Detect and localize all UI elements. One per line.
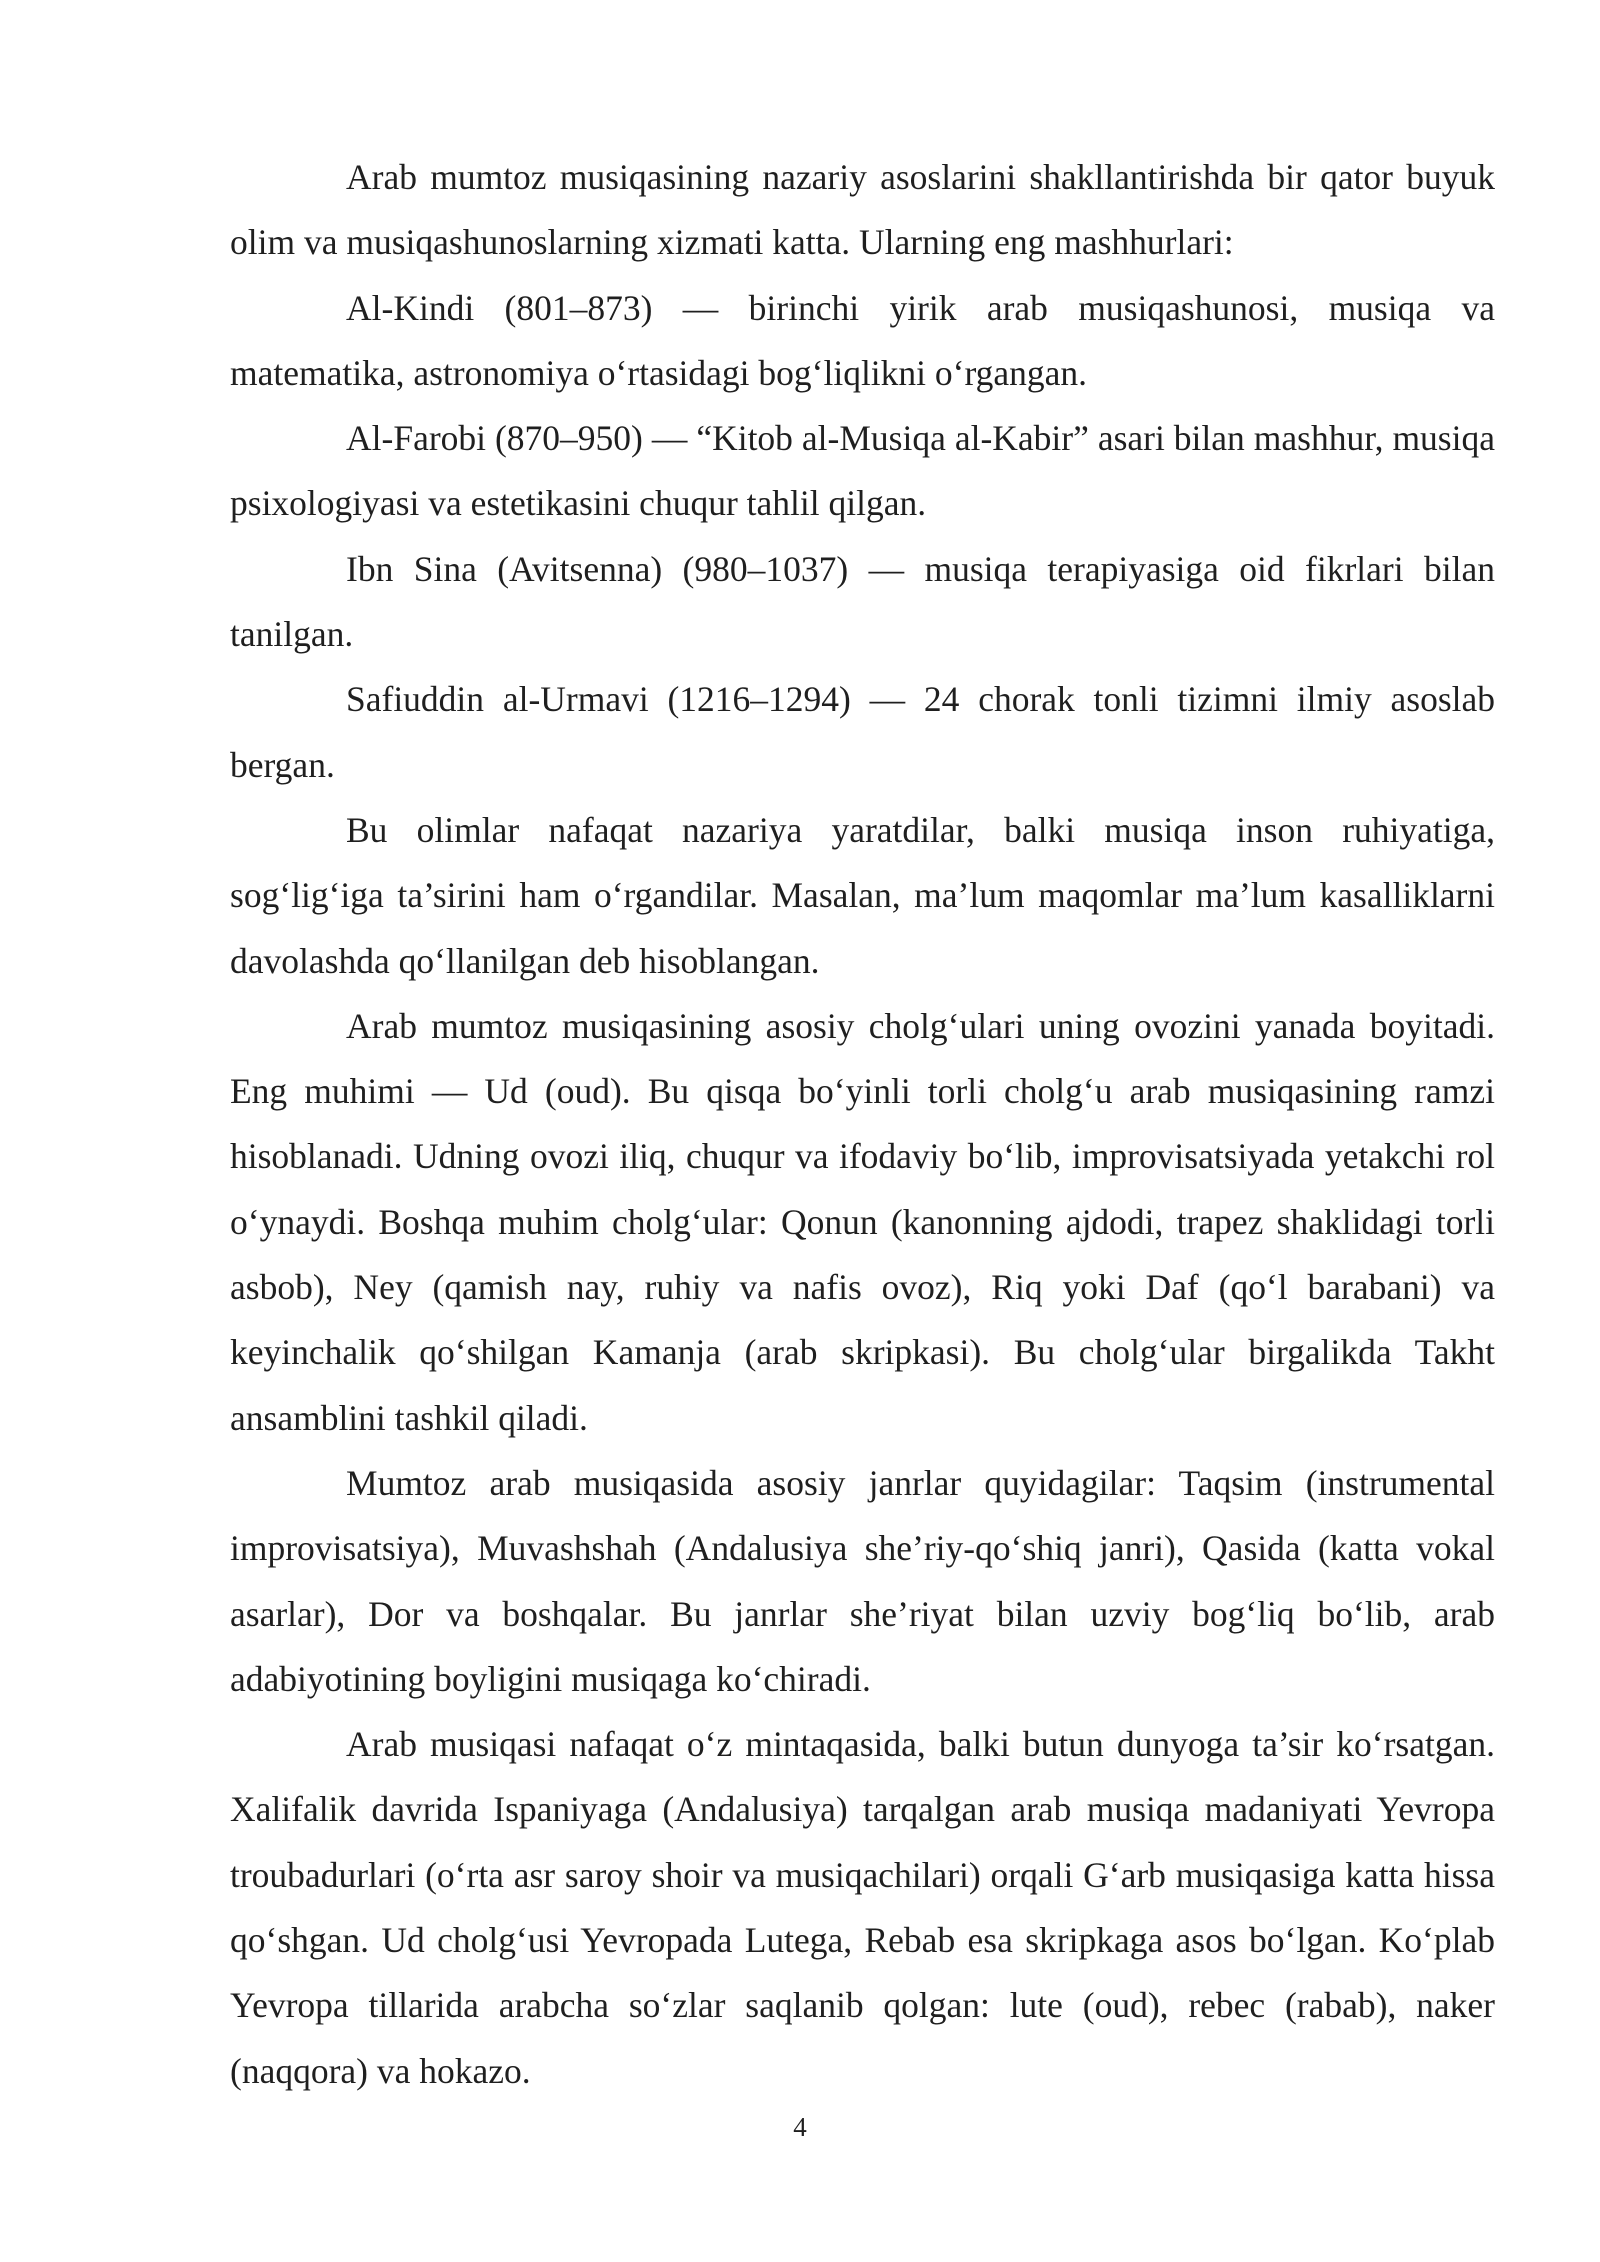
body-text (230, 145, 1495, 2104)
page-number: 4 (793, 2112, 807, 2142)
paragraph-ibn-sina: Ibn Sina (Avitsenna) (980–1037) — musiqa terapiyasiga oid fikrlari bilan tanilgan. (230, 548, 1495, 655)
paragraph-genres: Mumtoz arab musiqasida asosiy janrlar quyidagilar: Taqsim (instrumental improvisatsiya), Muvashshah (Andalusiya she’riy-qo‘shiq janri), Qasida (katta vokal asarlar), Dor va boshqalar. Bu janrlar she’riyat bilan uzviy bog‘liq bo‘lib, arab adabiyotining boyligini musiqaga ko‘chiradi. (230, 1462, 1495, 1699)
paragraph-intro: Arab mumtoz musiqasining nazariy asoslarini shakllantirishda bir qator buyuk olim va musiqashunoslarning xizmati katta. Ularning eng mashhurlari: (230, 157, 1495, 263)
paragraph-instruments: Arab mumtoz musiqasining asosiy cholg‘ulari uning ovozini yanada boyitadi. Eng muhimi — Ud (oud). Bu qisqa bo‘yinli torli cholg‘u arab musiqasining ramzi hisoblanadi. Udning ovozi iliq, chuqur va ifodaviy bo‘lib, improvisatsiyada yetakchi rol o‘ynaydi. Boshqa muhim cholg‘ular: Qonun (kanonning ajdodi, trapez shaklidagi torli asbob), Ney (qamish nay, ruhiy va nafis ovoz), Riq yoki Daf (qo‘l barabani) va keyinchalik qo‘shilgan Kamanja (arab skripkasi). Bu cholg‘ular birgalikda Takht ansamblini tashkil qiladi. (230, 1005, 1495, 1438)
paragraph-al-farobi: Al-Farobi (870–950) — “Kitob al-Musiqa al-Kabir” asari bilan mashhur, musiqa psixologiyasi va estetikasini chuqur tahlil qilgan. (230, 418, 1495, 524)
paragraph-scholars-impact: Bu olimlar nafaqat nazariya yaratdilar, balki musiqa inson ruhiyatiga, sog‘lig‘iga ta’sirini ham o‘rgandilar. Masalan, ma’lum maqomlar ma’lum kasalliklarni davolashda qo‘llanilgan deb hisoblangan. (230, 809, 1495, 981)
paragraph-world-influence: Arab musiqasi nafaqat o‘z mintaqasida, balki butun dunyoga ta’sir ko‘rsatgan. Xalifalik davrida Ispaniyaga (Andalusiya) tarqalgan arab musiqa madaniyati Yevropa troubadurlari (o‘rta asr saroy shoir va musiqachilari) orqali G‘arb musiqasiga katta hissa qo‘shgan. Ud cholg‘usi Yevropada Lutega, Rebab esa skripkaga asos bo‘lgan. Ko‘plab Yevropa tillarida arabcha so‘zlar saqlanib qolgan: lute (oud), rebec (rabab), naker (naqqora) va hokazo. (230, 1724, 1495, 2091)
paragraph-al-kindi: Al-Kindi (801–873) — birinchi yirik arab musiqashunosi, musiqa va matematika, astronomiya o‘rtasidagi bog‘liqlikni o‘rgangan. (230, 287, 1495, 393)
paragraph-al-urmavi: Safiuddin al-Urmavi (1216–1294) — 24 chorak tonli tizimni ilmiy asoslab bergan. (230, 679, 1495, 785)
